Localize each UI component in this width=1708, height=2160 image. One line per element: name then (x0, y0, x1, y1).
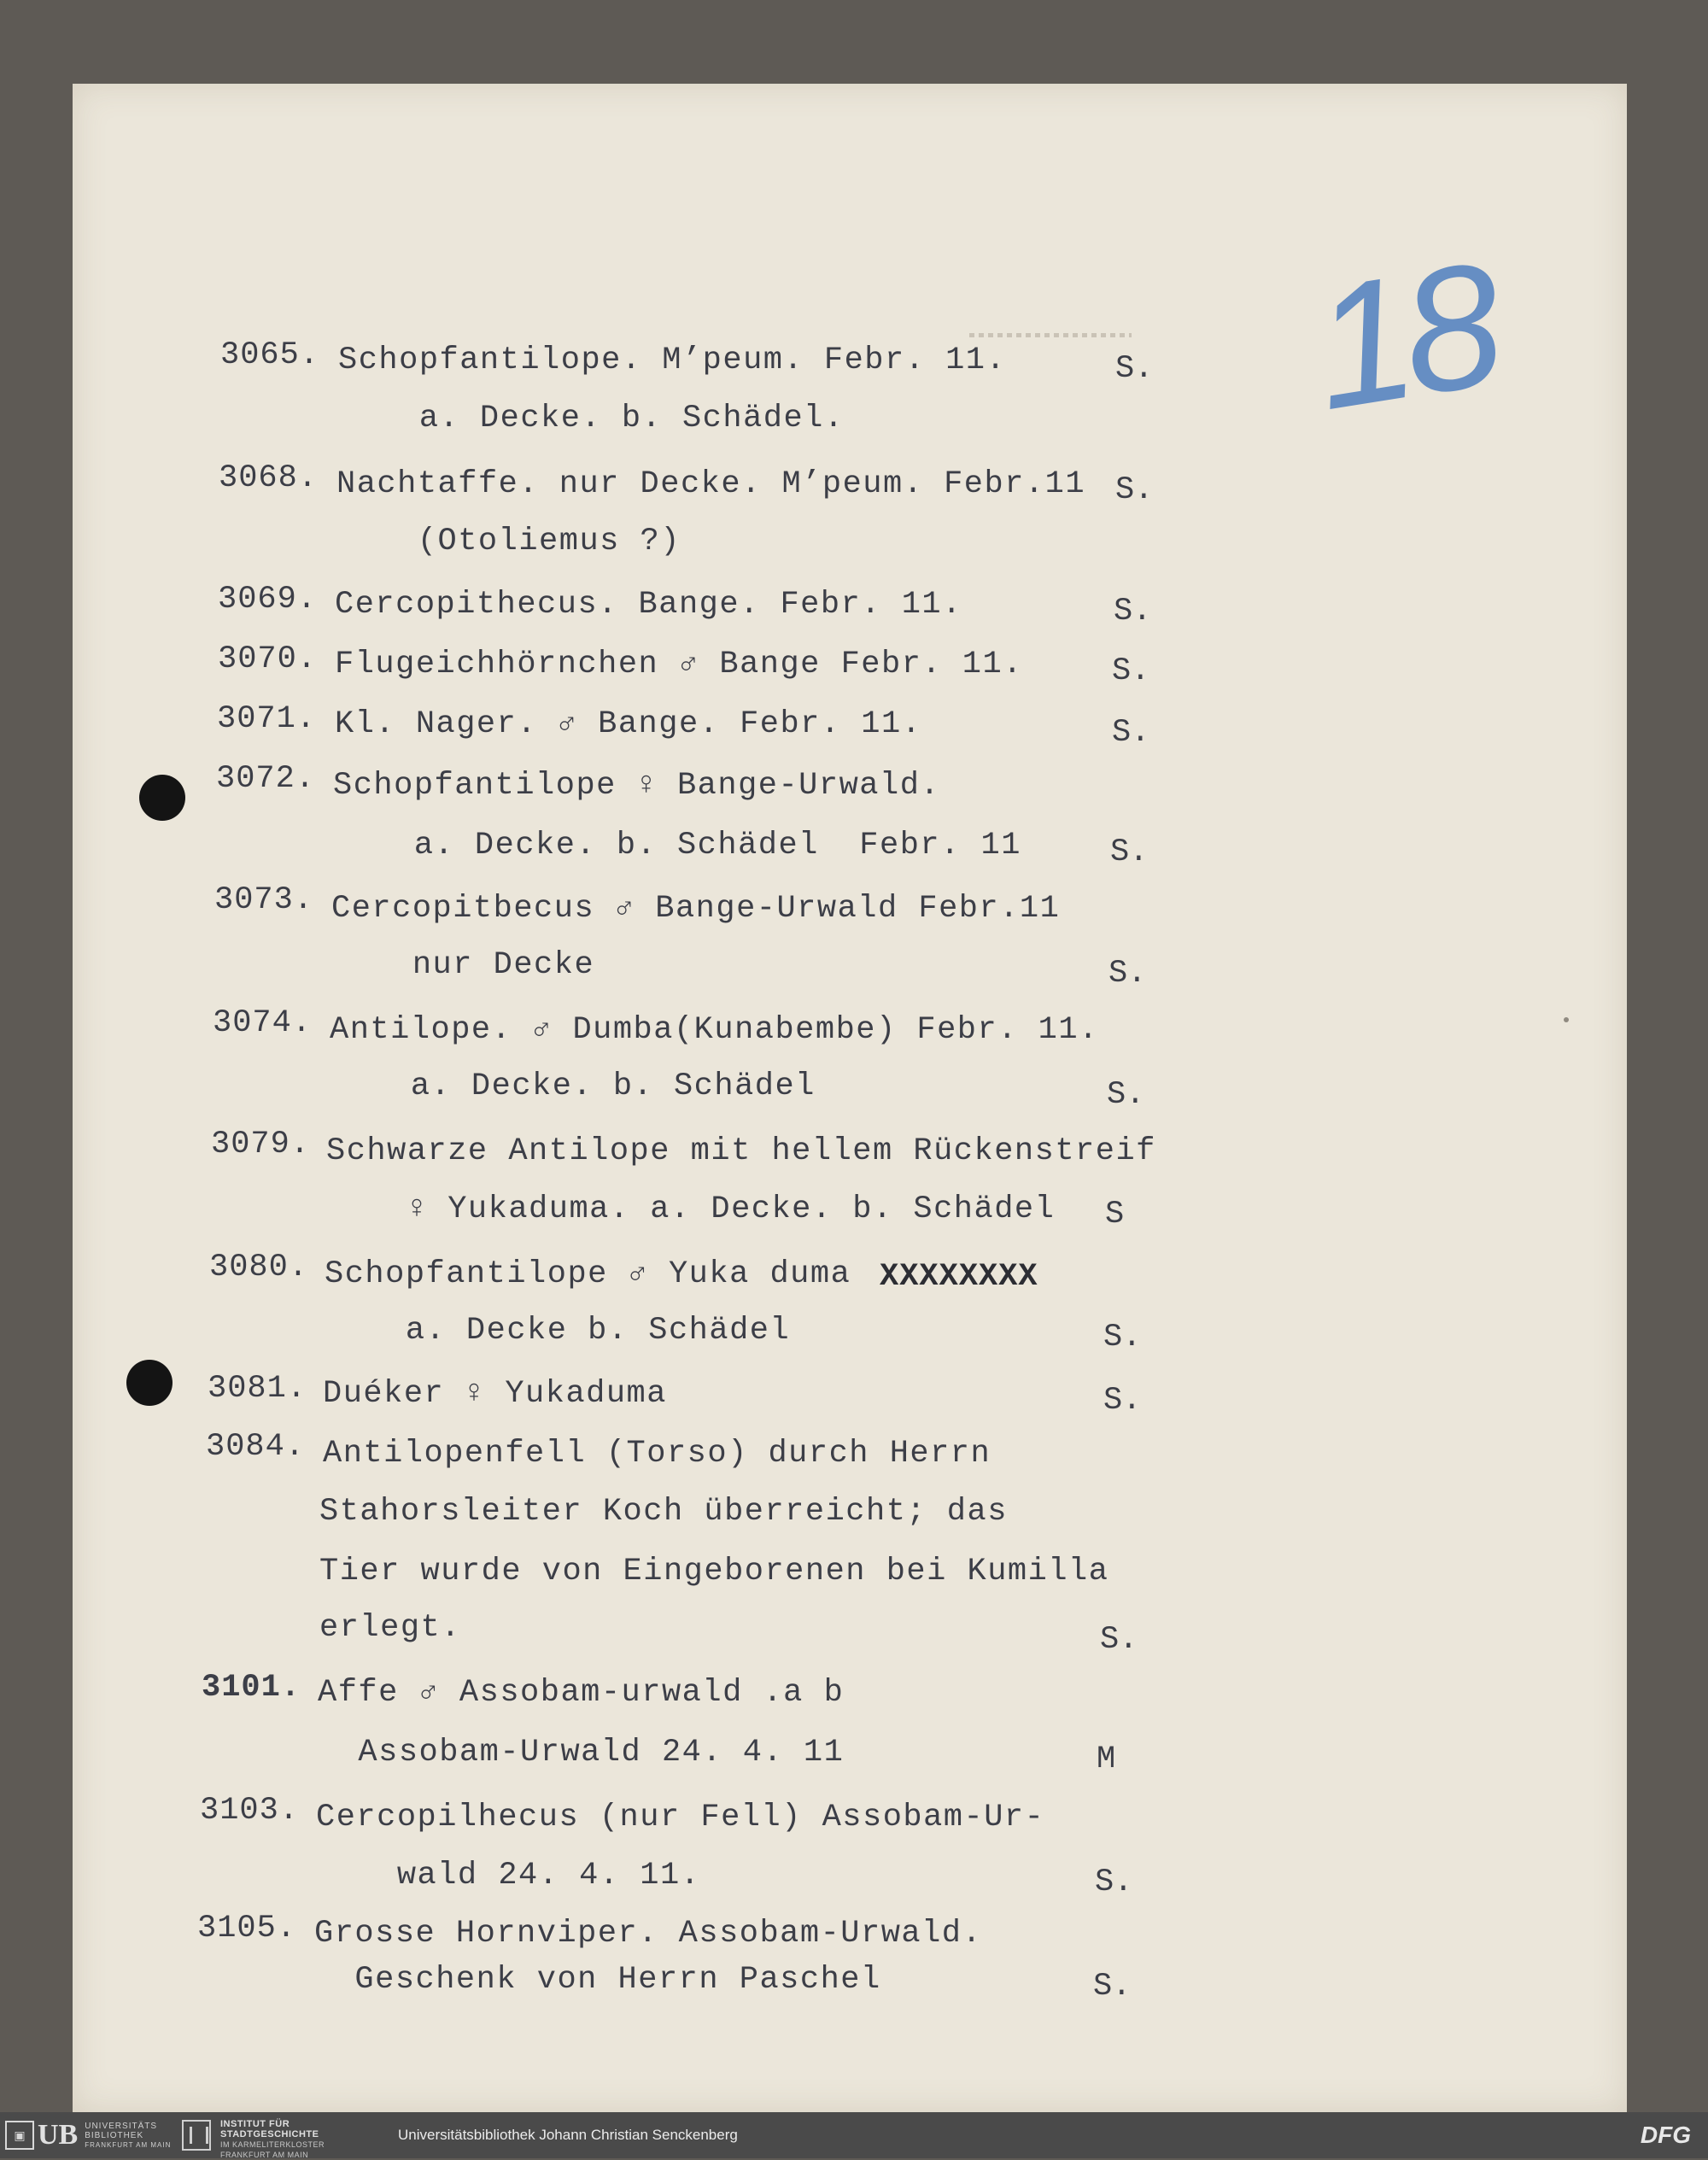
entry-mark: S. (1108, 956, 1147, 992)
viewer-footer (0, 2112, 1708, 2158)
entry-number: 3103. (200, 1793, 300, 1829)
institute-line: STADTGESCHICHTE (220, 2129, 319, 2140)
ub-emblem-icon: ▣ (5, 2121, 34, 2150)
entry-number: 3105. (197, 1911, 297, 1946)
institute-sub-line: FRANKFURT AM MAIN (220, 2151, 309, 2159)
entry-number: 3072. (216, 761, 316, 797)
entry-line: Schwarze Antilope mit hellem Rückenstreif (326, 1133, 1156, 1169)
dfg-logo: DFG (1640, 2122, 1691, 2148)
entry-number: 3069. (218, 582, 318, 618)
entry-line: Antilope. ♂ Dumba(Kunabembe) Febr. 11. (330, 1012, 1099, 1048)
handwritten-page-number: 18 (1301, 225, 1507, 448)
punch-hole-top (139, 775, 185, 821)
entry-line: Duéker ♀ Yukaduma (323, 1376, 667, 1412)
punch-hole-bottom (126, 1360, 173, 1406)
entry-mark: S. (1110, 834, 1149, 870)
entry-line: Stahorsleiter Koch überreicht; das (319, 1494, 1008, 1530)
entry-line: Schopfantilope ♀ Bange-Urwald. (333, 768, 941, 804)
entry-number: 3065. (220, 337, 320, 373)
entry-line: a. Decke. b. Schädel (330, 1068, 816, 1104)
entry-number: 3070. (218, 641, 318, 677)
entry-number: 3068. (219, 460, 319, 496)
entry-mark: S. (1112, 653, 1150, 689)
entry-mark: S. (1093, 1969, 1132, 2005)
entry-mark: S. (1112, 715, 1150, 751)
entry-line: Nachtaffe. nur Decke. M’peum. Febr.11 (336, 466, 1086, 502)
entry-line: wald 24. 4. 11. (316, 1858, 701, 1894)
entry-number: 3079. (211, 1127, 311, 1162)
entry-line: Flugeichhörnchen ♂ Bange Febr. 11. (335, 647, 1023, 682)
institute-sub-line: IM KARMELITERKLOSTER (220, 2140, 325, 2149)
entry-line: Schopfantilope. M’peum. Febr. 11. (338, 342, 1007, 378)
entry-line: Assobam-Urwald 24. 4. 11 (318, 1735, 845, 1771)
ub-sub-line: UNIVERSITÄTS (85, 2121, 158, 2131)
entry-number: 3081. (208, 1371, 307, 1407)
entry-number: 3071. (217, 701, 317, 737)
entry-line: Cercopitbecus ♂ Bange-Urwald Febr.11 (331, 891, 1061, 927)
paper-crease (969, 333, 1132, 337)
entry-mark: S. (1114, 594, 1152, 629)
entry-line: Affe ♂ Assobam-urwald .a b (318, 1675, 845, 1711)
ub-logo-letters: UB (38, 2119, 79, 2151)
entry-line: ♀ Yukaduma. a. Decke. b. Schädel (326, 1191, 1056, 1227)
footer-library-name: Universitätsbibliothek Johann Christian Senckenberg (398, 2127, 738, 2143)
entry-line: Cercopithecus. Bange. Febr. 11. (335, 587, 962, 623)
entry-line: Cercopilhecus (nur Fell) Assobam-Ur- (316, 1800, 1045, 1835)
entry-line: Grosse Hornviper. Assobam-Urwald. (314, 1916, 983, 1952)
institute-line: INSTITUT FÜR (220, 2119, 290, 2129)
entry-mark: S. (1115, 351, 1154, 387)
entry-line: a. Decke. b. Schädel. (338, 401, 845, 436)
institute-logo-text (220, 2119, 325, 2160)
entry-number: 3084. (206, 1429, 306, 1465)
ub-sub-line: BIBLIOTHEK (85, 2130, 144, 2140)
entry-line: Tier wurde von Eingeborenen bei Kumilla (319, 1554, 1109, 1589)
entry-number: 3080. (209, 1250, 309, 1285)
entry-line: a. Decke b. Schädel (325, 1313, 791, 1349)
entry-number: 3073. (214, 882, 314, 918)
struck-out-text: XXXXXXXX (880, 1259, 1038, 1295)
entry-mark: S. (1115, 472, 1154, 508)
entry-mark: S. (1095, 1864, 1133, 1900)
entry-line: erlegt. (319, 1610, 461, 1646)
paper-speck (1564, 1017, 1569, 1022)
entry-mark: S. (1100, 1622, 1138, 1658)
entry-mark: S (1105, 1197, 1125, 1232)
entry-mark: S. (1103, 1320, 1142, 1355)
entry-line: Geschenk von Herrn Paschel (314, 1962, 881, 1998)
university-library-logo (5, 2120, 171, 2151)
entry-number: 3074. (213, 1005, 313, 1041)
entry-line: Antilopenfell (Torso) durch Herrn (323, 1436, 991, 1472)
entry-line: Kl. Nager. ♂ Bange. Febr. 11. (335, 706, 922, 742)
entry-mark: M (1097, 1741, 1116, 1777)
ub-logo-subtitle (85, 2122, 171, 2150)
institute-emblem-icon (182, 2120, 211, 2151)
ub-sub-line: FRANKFURT AM MAIN (85, 2140, 172, 2149)
entry-line: a. Decke. b. Schädel Febr. 11 (333, 828, 1021, 863)
entry-number: 3101. (202, 1670, 301, 1706)
entry-mark: S. (1103, 1383, 1142, 1419)
entry-line: Schopfantilope ♂ Yuka duma (325, 1256, 851, 1292)
entry-mark: S. (1107, 1077, 1145, 1113)
entry-line: nur Decke (331, 947, 595, 983)
entry-line: (Otoliemus ?) (336, 524, 681, 559)
